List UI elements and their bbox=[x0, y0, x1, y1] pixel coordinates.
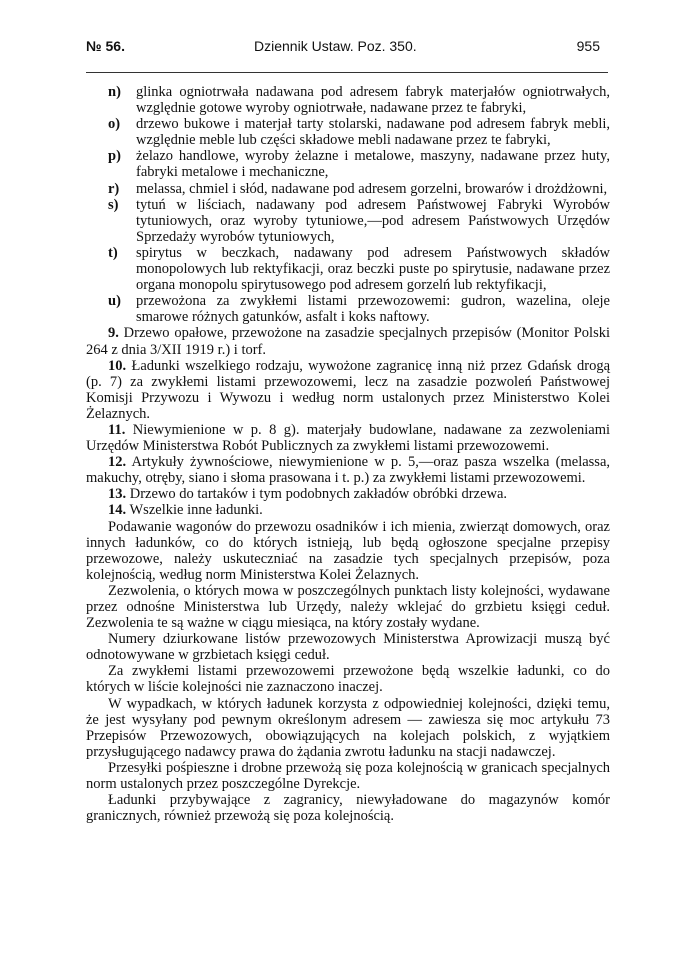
list-item-label: s) bbox=[108, 196, 119, 213]
body-paragraph: Numery dziurkowane listów przewozowych Ministerstwa Aprowizacji muszą być odnotowywane w grzbietach księgi ceduł. bbox=[86, 631, 610, 664]
page-header bbox=[86, 38, 600, 60]
body-paragraph: Ładunki przybywające z zagranicy, niewyładowane do magazynów komór granicznych, również przewożą się poza kolejnością. bbox=[86, 792, 610, 825]
numbered-paragraph bbox=[86, 502, 610, 518]
list-item-label: t) bbox=[108, 244, 118, 261]
body-paragraph: Za zwykłemi listami przewozowemi przewożone będą wszelkie ładunki, co do których w liście kolejności nie zaznaczono inaczej. bbox=[86, 663, 610, 696]
page-number: 955 bbox=[576, 38, 600, 54]
list-item-label: p) bbox=[108, 148, 121, 165]
list-item-label: r) bbox=[108, 180, 120, 197]
paragraph-number: 9. bbox=[108, 325, 119, 342]
paragraph-text: Artykuły żywnościowe, niewymienione w p. 5,—oraz pasza wszelka (melassa, makuchy, otręby, siano i słoma prasowana i t. p.) za zwykłemi listami przewozowemi. bbox=[86, 454, 611, 487]
list-item-text: drzewo bukowe i materjał tarty stolarski, nadawane pod adresem fabryk mebli, względnie meble lub części składowe mebli nadawane przez te fabryki, bbox=[136, 116, 610, 149]
document-body bbox=[86, 84, 610, 824]
list-item-text: żelazo handlowe, wyroby żelazne i metalowe, maszyny, nadawane przez huty, fabryki metalowe i mechaniczne, bbox=[136, 148, 610, 181]
header-rule bbox=[86, 72, 608, 73]
paragraph-number: 13. bbox=[108, 486, 127, 503]
list-item bbox=[86, 197, 610, 245]
list-item bbox=[86, 116, 610, 148]
body-paragraph: Zezwolenia, o których mowa w poszczególnych punktach listy kolejności, wydawane przez odnośne Ministerstwa lub Urzędy, należy wklejać do grzbietu księgi ceduł. Zezwolenia te są ważne w ciągu miesiąca, na który zostały wydane. bbox=[86, 582, 610, 632]
list-item-text: tytuń w liściach, nadawany pod adresem Państwowej Fabryki Wyrobów tytuniowych, oraz wyroby tytuniowe,—pod adresem Państwowych Urzędów Sprzedaży wyrobów tytuniowych, bbox=[136, 196, 610, 245]
issue-number: № 56. bbox=[86, 38, 125, 54]
paragraph-text: Drzewo do tartaków i tym podobnych zakładów obróbki drzewa. bbox=[129, 486, 508, 503]
body-paragraph: Przesyłki pośpieszne i drobne przewożą się poza kolejnością w granicach specjalnych norm ustalonych przez poszczególne Dyrekcje. bbox=[86, 759, 610, 793]
numbered-paragraph bbox=[86, 454, 610, 486]
paragraph-text: Drzewo opałowe, przewożone na zasadzie specjalnych przepisów (Monitor Polski 264 z dnia 3/XII 1919 r.) i torf. bbox=[86, 325, 610, 358]
numbered-paragraph bbox=[86, 325, 610, 357]
list-item bbox=[86, 148, 610, 180]
paragraph-number: 12. bbox=[108, 454, 127, 471]
list-item bbox=[86, 293, 610, 325]
list-item bbox=[86, 84, 610, 116]
list-item bbox=[86, 181, 610, 197]
body-paragraph: W wypadkach, w których ładunek korzysta z odpowiedniej kolejności, dzięki temu, że jest wysyłany pod pewnym określonym adresem — zawiesza się moc artykułu 73 Przepisów Przewozowych, obowiązujących na kolejach polskich, z wyjątkiem przysługującego nadawcy prawa do żądania zwrotu ładunku na stacji nadawczej. bbox=[86, 695, 610, 760]
paragraph-text: Niewymienione w p. 8 g). materjały budowlane, nadawane za zezwoleniami Urzędów Ministerstwa Robót Publicznych za zwykłemi listami przewozowemi. bbox=[86, 421, 611, 455]
paragraph-text: Ładunki wszelkiego rodzaju, wywożone zagranicę inną niż przez Gdańsk drogą (p. 7) za zwykłemi listami przewozowemi, lecz na zasadzie pozwoleń Państwowej Komisji Przywozu i Wywozu i według norm ustalonych przez Ministerstwo Kolei Żelaznych. bbox=[86, 357, 611, 422]
paragraph-number: 11. bbox=[108, 421, 126, 438]
paragraph-text: Wszelkie inne ładunki. bbox=[129, 502, 263, 519]
list-item-label: n) bbox=[108, 84, 121, 100]
list-item-text: glinka ogniotrwała nadawana pod adresem fabryk materjałów ogniotrwałych, względnie gotowe wyroby ogniotrwałe, nadawane przez te fabryki, bbox=[136, 84, 610, 117]
numbered-paragraph bbox=[86, 358, 610, 422]
numbered-paragraph bbox=[86, 422, 610, 454]
list-item-label: u) bbox=[108, 293, 121, 310]
body-paragraph: Podawanie wagonów do przewozu osadników i ich mienia, zwierząt domowych, oraz innych ładunków, co do których istnieją, lub będą ogłoszone specjalne przepisy przewozowe, należy uskuteczniać na zasadzie tych specjalnych przepisów, poza kolejnością, według norm Ministerstwa Kolei Żelaznych. bbox=[86, 518, 610, 583]
list-item-text: przewożona za zwykłemi listami przewozowemi: gudron, wazelina, oleje smarowe różnych gatunków, asfalt i koks naftowy. bbox=[136, 293, 610, 326]
numbered-paragraph bbox=[86, 486, 610, 502]
list-item-text: spirytus w beczkach, nadawany pod adresem Państwowych składów monopolowych lub rektyfikacji, oraz beczki puste po spirytusie, nadawane przez organa monopolu spirytusowego pod adresem gorzelń lub rektyfikacji, bbox=[136, 244, 610, 294]
list-item-label: o) bbox=[108, 116, 121, 133]
journal-title: Dziennik Ustaw. Poz. 350. bbox=[254, 38, 417, 54]
list-item bbox=[86, 245, 610, 293]
list-item-text: melassa, chmiel i słód, nadawane pod adresem gorzelni, browarów i drożdżowni, bbox=[136, 180, 608, 197]
paragraph-number: 14. bbox=[108, 502, 127, 519]
paragraph-number: 10. bbox=[108, 357, 127, 374]
